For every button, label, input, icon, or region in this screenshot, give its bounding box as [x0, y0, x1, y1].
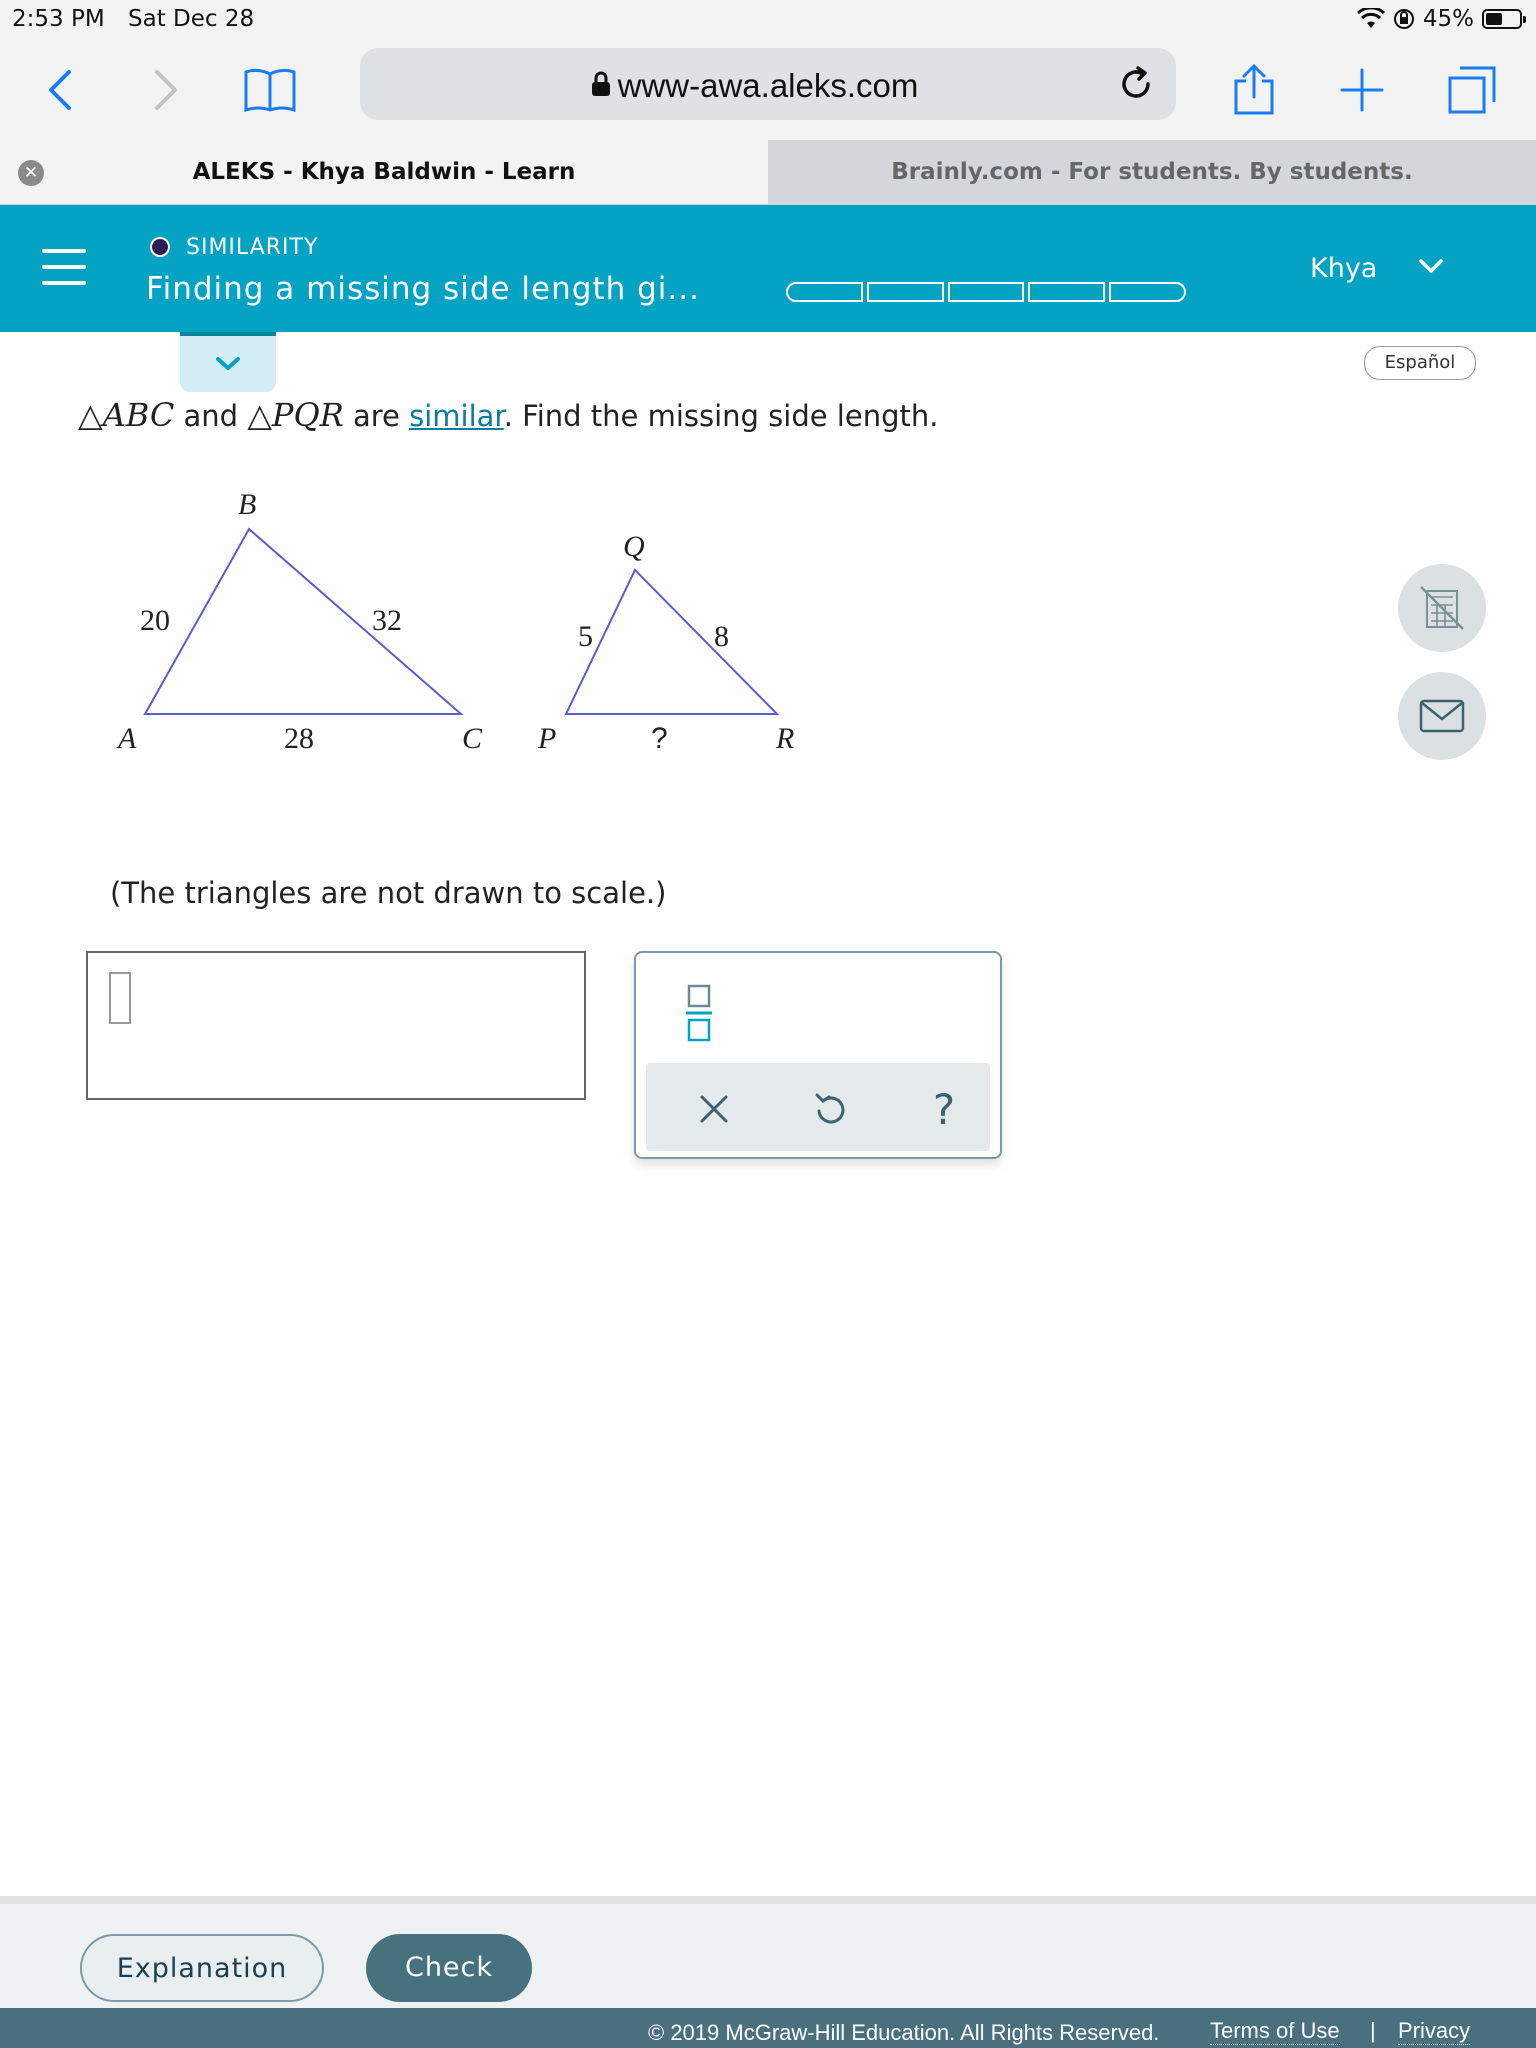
topic-title: Finding a missing side length gi... [146, 271, 700, 307]
orientation-lock-icon [1393, 8, 1415, 30]
progress-segment [1028, 282, 1105, 302]
check-button[interactable]: Check [366, 1934, 532, 2002]
chevron-down-icon[interactable] [1418, 257, 1444, 275]
url-bar[interactable] [360, 48, 1176, 120]
side-ab: 20 [140, 604, 170, 637]
status-right [1357, 6, 1522, 32]
triangle-pqr-label: △PQR [247, 396, 344, 434]
triangle-abc [145, 529, 461, 714]
new-tab-icon[interactable] [1330, 58, 1394, 122]
forward-icon[interactable] [134, 58, 198, 122]
browser-tabs [0, 140, 1536, 205]
status-bar [0, 0, 1536, 40]
input-cursor [109, 972, 131, 1024]
help-icon[interactable]: ? [932, 1084, 956, 1134]
espanol-button[interactable]: Español [1364, 346, 1476, 380]
copyright-text: © 2019 McGraw-Hill Education. All Rights Reserved. [648, 2020, 1160, 2045]
question-rest: . Find the missing side length. [503, 399, 939, 433]
terms-link[interactable]: Terms of Use [1210, 2018, 1340, 2043]
side-ac: 28 [284, 722, 314, 755]
user-name[interactable]: Khya [1310, 253, 1378, 284]
explanation-button[interactable]: Explanation [80, 1934, 324, 2002]
browser-toolbar [0, 40, 1536, 140]
tab-aleks-title: ALEKS - Khya Baldwin - Learn [192, 159, 576, 185]
chevron-down-icon [214, 355, 242, 373]
vertex-a: A [118, 722, 137, 755]
side-pr: ? [651, 722, 668, 755]
aleks-header [0, 205, 1536, 332]
bottom-action-bar [0, 1896, 1536, 2016]
tab-brainly[interactable] [768, 140, 1536, 204]
vertex-p: P [538, 722, 557, 755]
battery-percent: 45% [1422, 6, 1474, 32]
share-icon[interactable] [1222, 58, 1286, 122]
reload-icon[interactable] [1114, 62, 1158, 106]
calculator-disabled-icon [1417, 583, 1467, 633]
section-label: SIMILARITY [186, 235, 319, 260]
progress-segment [786, 282, 863, 302]
bookmarks-icon[interactable] [238, 58, 302, 122]
tab-close-icon[interactable]: ✕ [18, 160, 44, 186]
question-are: are [343, 399, 410, 433]
vertex-c: C [462, 722, 483, 755]
keypad-actions [646, 1063, 990, 1151]
answer-input[interactable] [86, 951, 586, 1100]
hamburger-menu-icon[interactable] [42, 249, 86, 285]
vertex-b: B [238, 488, 257, 521]
calculator-button[interactable] [1398, 564, 1486, 652]
drawer-toggle[interactable] [180, 332, 276, 392]
side-qr: 8 [714, 620, 729, 653]
footer-separator: | [1370, 2018, 1376, 2043]
clear-icon[interactable] [690, 1085, 738, 1133]
tab-brainly-title: Brainly.com - For students. By students. [891, 159, 1413, 185]
progress-segment [948, 282, 1025, 302]
back-icon[interactable] [28, 58, 92, 122]
progress-segment [867, 282, 944, 302]
undo-icon[interactable] [806, 1085, 854, 1133]
side-pq: 5 [578, 620, 593, 653]
question-text [78, 396, 938, 434]
vertex-q: Q [623, 530, 645, 563]
status-time: 2:53 PM [12, 6, 105, 32]
triangles-figure [0, 480, 860, 780]
battery-icon [1482, 9, 1522, 29]
side-bc: 32 [372, 604, 402, 637]
fraction-icon[interactable] [686, 983, 712, 1043]
question-and: and [174, 399, 248, 433]
envelope-icon [1418, 698, 1466, 734]
tabs-overview-icon[interactable] [1440, 58, 1504, 122]
topic-status-dot [150, 237, 170, 257]
triangle-pqr [566, 570, 777, 714]
scale-note: (The triangles are not drawn to scale.) [110, 876, 667, 910]
vertex-r: R [776, 722, 795, 755]
url-text: www-awa.aleks.com [617, 67, 919, 104]
footer [0, 2008, 1536, 2048]
message-button[interactable] [1398, 672, 1486, 760]
math-keypad [634, 951, 1002, 1159]
tab-aleks[interactable] [0, 140, 768, 204]
progress-segment [1109, 282, 1186, 302]
privacy-link[interactable]: Privacy [1398, 2018, 1471, 2043]
status-date: Sat Dec 28 [128, 6, 255, 32]
triangle-abc-label: △ABC [78, 396, 175, 434]
similar-link[interactable]: similar [409, 399, 504, 433]
progress-bar [786, 282, 1186, 302]
wifi-icon [1357, 8, 1385, 30]
